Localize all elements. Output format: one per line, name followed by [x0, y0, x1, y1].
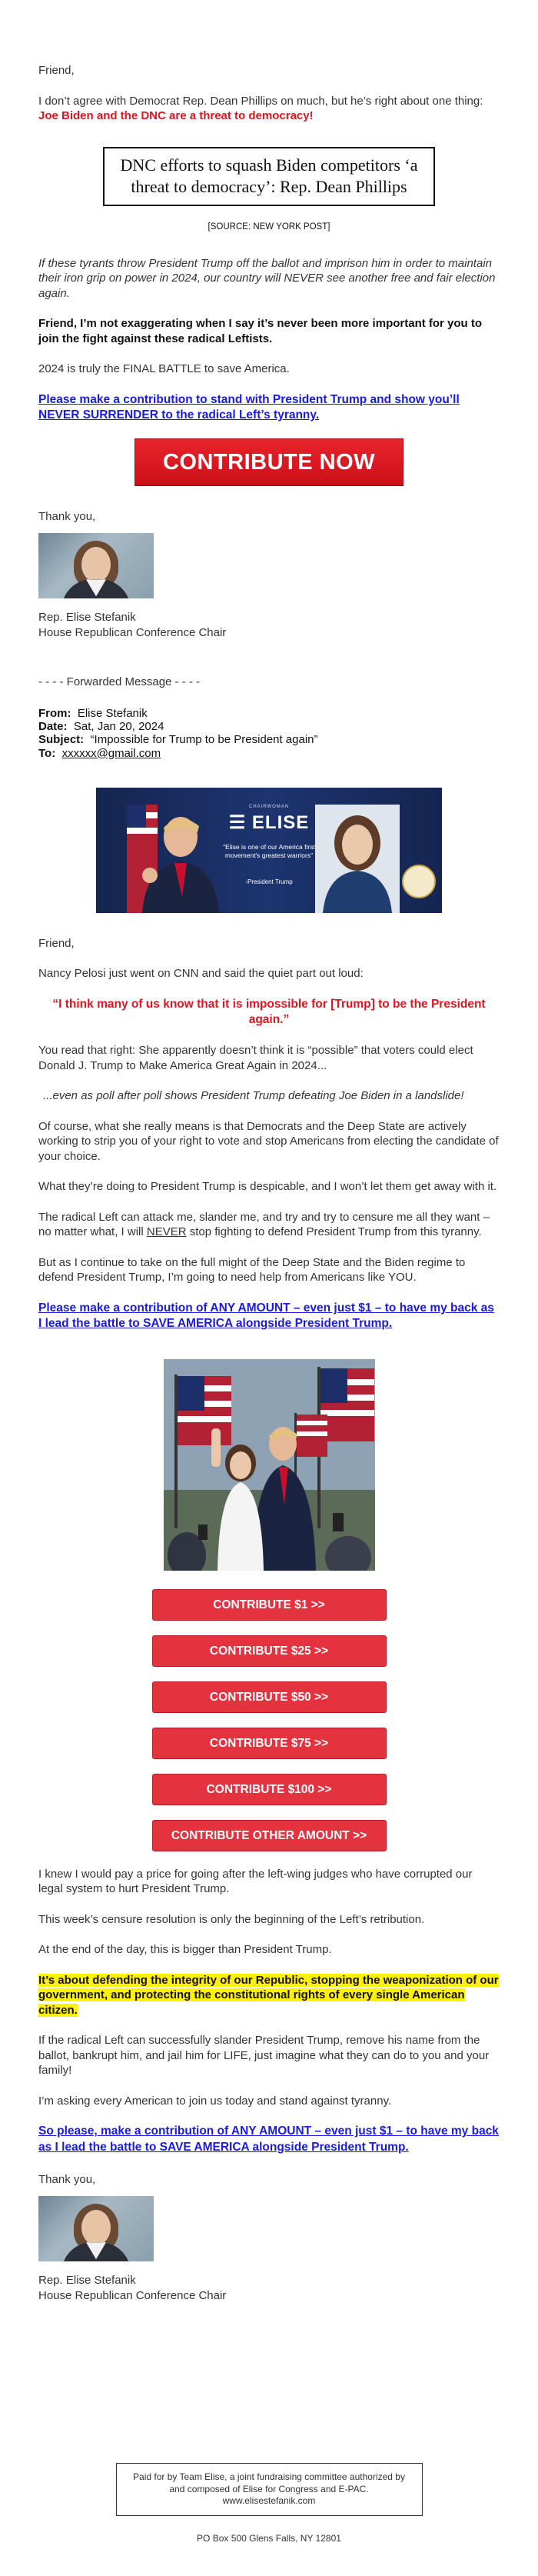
elise-logo	[219, 805, 319, 835]
contribute-link-2[interactable]: Please make a contribution of ANY AMOUNT – even just $1 – to have my back as I lead the battle to SAVE AMERICA alongside President Trump.	[38, 1301, 494, 1330]
trump-figure	[127, 805, 219, 913]
greeting: Friend,	[38, 64, 75, 77]
contribute-1-button[interactable]: CONTRIBUTE $1 >>	[152, 1589, 387, 1621]
forwarded-meta	[38, 707, 500, 760]
intro-text: I don’t agree with Democrat Rep. Dean Phillips on much, but he’s right about one thing:	[38, 94, 483, 108]
asking-paragraph: I’m asking every American to join us today and stand against tyranny.	[38, 2094, 392, 2108]
date-label: Date:	[38, 720, 68, 734]
attack-text-pre: The radical Left can attack me, slander me, and try and try to censure me all they want – no matter what, I will	[38, 1210, 490, 1239]
banner-quote: "Elise is one of our America first movement's greatest warriors"	[223, 842, 315, 859]
subject-value: “Impossible for Trump to be President again”	[90, 733, 318, 747]
signer-name: Rep. Elise Stefanik	[38, 611, 136, 625]
elise-headshot-image	[38, 533, 154, 598]
price-paragraph: I knew I would pay a price for going after the left-wing judges who have corrupted our legal system to hurt President Trump.	[38, 1867, 473, 1896]
elise-trump-rally-image	[164, 1359, 375, 1571]
continue-paragraph: But as I continue to take on the full might of the Deep State and the Biden regime to defend President Trump, I’m going to need help from Americans like YOU.	[38, 1255, 466, 1285]
contribute-link-1[interactable]: Please make a contribution to stand with President Trump and show you’ll NEVER SURRENDER to the radical Left’s tyranny.	[38, 392, 460, 422]
tyrants-paragraph: If these tyrants throw President Trump off the ballot and imprison him in order to maintain their iron grip on power in 2024, our country will NEVER see another free and fair election again.	[38, 256, 496, 300]
bigger-paragraph: At the end of the day, this is bigger than President Trump.	[38, 1943, 332, 1957]
contribute-75-button[interactable]: CONTRIBUTE $75 >>	[152, 1728, 387, 1759]
highlight-paragraph	[38, 1973, 500, 2018]
elise-figure	[315, 805, 400, 913]
intro-red-text: Joe Biden and the DNC are a threat to democracy!	[38, 109, 314, 122]
thank-you: Thank you,	[38, 509, 96, 523]
slander-paragraph: If the radical Left can successfully slander President Trump, remove his name from the ballot, bankrupt him, and jail him for LIFE, just imagine what they can do to you and your family!	[38, 2034, 490, 2078]
mailing-address: PO Box 500 Glens Falls, NY 12801	[197, 2533, 341, 2544]
from-label: From:	[38, 706, 71, 720]
attack-text-post: stop fighting to defend President Trump from this tyranny.	[186, 1225, 482, 1239]
elise-headshot-image-2	[38, 2196, 154, 2261]
really-means-paragraph: Of course, what she really means is that Democrats and the Deep State are actively working to strip you of your right to vote and stop Americans from electing the candidate of your choice.	[38, 1119, 499, 1163]
email-body	[38, 0, 500, 2576]
forwarded-header: - - - - Forwarded Message - - - -	[38, 675, 201, 689]
subject-label: Subject:	[38, 733, 85, 747]
despicable-paragraph: What they’re doing to President Trump is despicable, and I won’t let them get away with it.	[38, 1180, 497, 1194]
never-underlined: NEVER	[146, 1225, 187, 1239]
contribute-other-button[interactable]: CONTRIBUTE OTHER AMOUNT >>	[152, 1820, 387, 1851]
headline-source: [SOURCE: NEW YORK POST]	[208, 222, 330, 232]
contribute-25-button[interactable]: CONTRIBUTE $25 >>	[152, 1635, 387, 1667]
chairwoman-label: CHAIRWOMAN	[248, 804, 290, 809]
from-value: Elise Stefanik	[77, 706, 148, 720]
elise-wordmark: ☰ ELISE	[228, 811, 310, 833]
highlighted-text: It’s about defending the integrity of our Republic, stopping the weaponization of our government, and protecting the constitutional rights of every single American citizen.	[38, 1973, 499, 2017]
elise-banner-image	[96, 788, 442, 913]
to-label: To:	[38, 746, 56, 760]
contribute-50-button[interactable]: CONTRIBUTE $50 >>	[152, 1681, 387, 1713]
greeting-2: Friend,	[38, 936, 75, 950]
signer-title-2: House Republican Conference Chair	[38, 2288, 227, 2302]
intro-paragraph	[38, 94, 500, 124]
attack-paragraph	[38, 1210, 500, 1240]
banner-quote-attribution: -President Trump	[245, 878, 293, 885]
signer-title: House Republican Conference Chair	[38, 625, 227, 639]
contribute-button-list	[38, 1589, 500, 1851]
house-seal-icon	[402, 865, 436, 898]
thank-you-2: Thank you,	[38, 2172, 96, 2186]
rally-photo-graphic	[164, 1359, 375, 1571]
contribute-100-button[interactable]: CONTRIBUTE $100 >>	[152, 1774, 387, 1805]
to-value[interactable]: xxxxxx@gmail.com	[61, 746, 161, 760]
news-headline: DNC efforts to squash Biden competitors ‘a threat to democracy’: Rep. Dean Phillips	[103, 147, 435, 206]
not-exaggerating-paragraph: Friend, I’m not exaggerating when I say it’s never been more important for you to join the fight against these radical Leftists.	[38, 317, 483, 345]
elise-e-icon: ☰	[228, 811, 247, 833]
date-value: Sat, Jan 20, 2024	[73, 720, 164, 734]
contribute-link-3[interactable]: So please, make a contribution of ANY AMOUNT – even just $1 – to have my back as I lead the battle to SAVE AMERICA alongside President Trump.	[38, 2124, 499, 2154]
landslide-paragraph: ...even as poll after poll shows President Trump defeating Joe Biden in a landslide!	[43, 1089, 464, 1103]
read-right-paragraph: You read that right: She apparently doesn’t think it is “possible” that voters could elect Donald J. Trump to Make America Great Again in 2024...	[38, 1044, 473, 1072]
paid-for-disclaimer: Paid for by Team Elise, a joint fundraising committee authorized by and composed of Elise for Congress and E-PAC. www.elisestefanik.com	[116, 2463, 423, 2516]
signer-name-2: Rep. Elise Stefanik	[38, 2274, 136, 2288]
final-battle-paragraph: 2024 is truly the FINAL BATTLE to save America.	[38, 362, 290, 376]
contribute-now-button[interactable]: CONTRIBUTE NOW	[134, 438, 404, 486]
censure-paragraph: This week’s censure resolution is only the beginning of the Left’s retribution.	[38, 1912, 425, 1926]
pelosi-quote: “I think many of us know that it is impossible for [Trump] to be the President again.”	[52, 997, 486, 1027]
pelosi-paragraph: Nancy Pelosi just went on CNN and said the quiet part out loud:	[38, 967, 364, 981]
